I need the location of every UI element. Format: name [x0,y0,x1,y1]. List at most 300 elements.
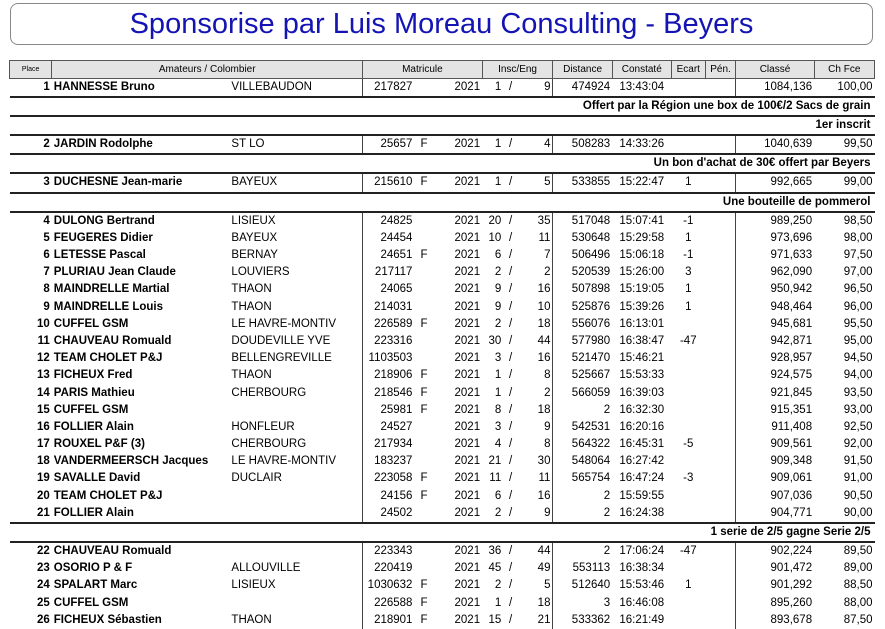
row-matricule: 220419 [363,560,415,577]
row-constate: 16:24:38 [619,506,665,519]
row-penalty [705,367,736,384]
row-year: 2021 [454,352,481,365]
row-ch-fce: 92,00 [843,438,873,451]
table-row [10,505,875,523]
row-year: 2021 [433,542,482,560]
table-row [10,281,875,298]
row-distance: 525876 [553,299,612,316]
row-city: BELLENGREVILLE [231,352,332,365]
row-place: 18 [36,455,50,468]
row-place: 2 [10,135,52,154]
row-eng: 2 [544,386,551,399]
row-city: THAON [231,613,272,626]
row-ecart: 1 [685,231,692,244]
row-ch-fce: 96,50 [843,283,873,296]
row-ecart [671,488,705,505]
row-slash: / [509,455,513,468]
row-slash: / [509,231,513,244]
row-distance: 565754 [553,470,612,487]
row-eng: 8 [544,369,551,382]
row-constate: 16:38:47 [619,334,665,347]
row-insc: 6 [494,489,502,502]
row-matricule: 24065 [363,281,415,298]
col-ch-fce: Ch Fce [814,61,874,79]
row-place: 16 [36,420,50,433]
row-year: 2021 [454,283,481,296]
row-ecart [671,505,705,523]
row-constate: 15:07:41 [612,212,671,230]
row-name: ROUXEL P&F (3) [53,438,145,451]
table-row [10,264,875,281]
row-name: VANDERMEERSCH Jacques [53,455,209,468]
row-constate: 17:06:24 [612,542,671,560]
row-penalty [705,419,736,436]
table-row [10,470,875,487]
row-ecart: -3 [683,472,694,485]
table-row [10,135,875,154]
row-classe: 911,408 [736,419,814,436]
row-name: CUFFEL GSM [53,596,129,609]
row-city: BAYEUX [229,173,362,192]
row-city [229,488,362,505]
row-eng: 2 [544,266,551,279]
row-eng: 7 [544,249,551,262]
row-city [229,542,362,560]
row-insc: 11 [489,472,502,485]
row-year: 2021 [454,455,481,468]
row-place: 23 [36,562,50,575]
row-distance: 2 [553,488,612,505]
row-sex [414,350,433,367]
row-place: 6 [43,249,50,262]
row-year: 2021 [433,135,482,154]
row-name: PARIS Mathieu [53,386,135,399]
table-row [10,367,875,384]
row-eng: 9 [544,420,551,433]
table-row [10,79,875,98]
row-classe: 950,942 [736,281,814,298]
row-penalty [705,299,736,316]
col-matricule: Matricule [363,61,482,79]
row-city: DOUDEVILLE YVE [231,334,331,347]
row-eng: 18 [537,596,551,609]
col-penalty: Pén. [705,61,736,79]
row-insc: 2 [494,266,502,279]
row-matricule: 223343 [363,542,415,560]
row-place: 19 [36,472,50,485]
row-ch-fce: 90,00 [843,506,873,519]
row-sex: F [420,613,428,626]
row-insc: 2 [494,579,502,592]
row-eng: 16 [537,352,551,365]
row-penalty [705,264,736,281]
row-ch-fce: 95,00 [843,334,873,347]
row-distance: 517048 [553,212,612,230]
row-slash: / [509,386,513,399]
row-ch-fce: 88,00 [843,596,873,609]
row-ch-fce: 94,00 [843,369,873,382]
row-classe: 1084,136 [736,79,814,98]
prize-note-row [10,116,875,135]
row-ch-fce: 93,00 [843,403,873,416]
row-penalty [705,384,736,401]
row-insc: 3 [494,420,502,433]
row-place: 21 [36,506,50,519]
row-city: THAON [231,369,272,382]
row-ch-fce: 89,00 [843,562,873,575]
row-ecart: 1 [685,283,692,296]
row-matricule: 218546 [363,384,415,401]
row-city: LE HAVRE-MONTIV [231,455,336,468]
row-insc: 1 [494,81,502,94]
row-place: 11 [37,334,50,347]
row-name: CUFFEL GSM [53,403,129,416]
row-penalty [705,505,736,523]
row-sex: F [420,386,428,399]
row-slash: / [503,135,518,154]
row-sex [414,542,433,560]
row-matricule: 214031 [363,299,415,316]
row-place: 7 [43,266,50,279]
row-penalty [705,470,736,487]
row-city [229,505,362,523]
row-ecart [671,316,705,333]
col-place: Place [10,61,52,79]
row-ecart [671,384,705,401]
row-ch-fce: 99,00 [814,173,874,192]
row-sex [414,264,433,281]
row-year: 2021 [454,613,481,626]
row-insc: 1 [482,135,503,154]
row-city: CHERBOURG [231,438,307,451]
row-name: TEAM CHOLET P&J [53,489,163,502]
row-sex: F [420,369,428,382]
row-insc: 6 [494,249,502,262]
row-sex: F [420,596,428,609]
row-matricule: 218906 [363,367,415,384]
row-distance: 512640 [553,577,612,594]
row-matricule: 24502 [363,505,415,523]
row-distance: 556076 [553,316,612,333]
row-year: 2021 [454,317,481,330]
row-insc: 1 [482,173,503,192]
row-penalty [705,402,736,419]
row-ecart: 1 [671,173,705,192]
row-distance: 566059 [553,384,612,401]
row-city: HONFLEUR [231,420,295,433]
row-constate: 16:38:34 [619,562,665,575]
row-classe: 915,351 [736,402,814,419]
col-insc-eng: Insc/Eng [482,61,553,79]
row-name: HANNESSE Bruno [53,81,155,94]
col-ecart: Ecart [671,61,705,79]
row-name: SPALART Marc [53,579,138,592]
table-row [10,542,875,560]
prize-note: 1 serie de 2/5 gagne Serie 2/5 [10,523,875,542]
row-slash: / [509,334,513,347]
row-eng: 5 [544,579,551,592]
row-ch-fce: 96,00 [843,300,873,313]
table-row [10,212,875,230]
row-matricule: 215610 [363,173,415,192]
row-penalty [705,542,736,560]
row-slash: / [509,300,513,313]
row-name: PLURIAU Jean Claude [53,266,176,279]
table-row [10,436,875,453]
row-eng: 9 [544,506,551,519]
row-penalty [705,453,736,470]
row-city: CHERBOURG [231,386,307,399]
row-distance: 577980 [553,333,612,350]
row-classe: 928,957 [736,350,814,367]
row-slash: / [509,352,513,365]
row-year: 2021 [454,472,481,485]
row-distance: 2 [553,402,612,419]
row-classe: 901,292 [736,577,814,594]
row-matricule: 24454 [363,230,415,247]
row-year: 2021 [454,420,481,433]
row-distance: 548064 [553,453,612,470]
row-constate: 15:53:33 [619,369,665,382]
row-penalty [705,230,736,247]
row-place: 24 [36,579,50,592]
row-matricule: 217117 [363,264,415,281]
row-distance: 542531 [553,419,612,436]
row-name: DUCHESNE Jean-marie [52,173,230,192]
row-distance: 507898 [553,281,612,298]
row-penalty [705,436,736,453]
row-constate: 14:33:26 [612,135,671,154]
row-sex: F [420,489,428,502]
row-insc: 10 [488,231,502,244]
row-eng: 5 [518,173,553,192]
row-ch-fce: 95,50 [843,317,873,330]
table-row [10,488,875,505]
table-row [10,299,875,316]
row-classe: 895,260 [736,595,814,612]
row-distance: 508283 [553,135,612,154]
row-constate: 16:32:30 [619,403,665,416]
row-matricule: 24651 [363,247,415,264]
row-sex [414,212,433,230]
row-slash: / [509,562,513,575]
row-city: LISIEUX [229,212,362,230]
row-matricule: 25981 [363,402,415,419]
row-constate: 16:13:01 [619,317,665,330]
row-ecart [671,350,705,367]
row-distance: 506496 [553,247,612,264]
row-eng: 4 [518,135,553,154]
row-eng: 18 [537,317,551,330]
row-eng: 16 [537,489,551,502]
row-matricule: 24156 [363,488,415,505]
row-distance: 3 [553,595,612,612]
row-distance: 521470 [553,350,612,367]
table-row [10,173,875,192]
table-row [10,350,875,367]
prize-note: Offert par la Région une box de 100€/2 Sacs de grain [10,97,875,116]
row-eng: 44 [518,542,553,560]
row-year: 2021 [454,334,481,347]
row-penalty [705,212,736,230]
row-penalty [705,488,736,505]
row-name: DULONG Bertrand [52,212,230,230]
row-penalty [705,577,736,594]
row-ch-fce: 91,00 [843,472,873,485]
row-insc: 20 [482,212,503,230]
row-ecart [671,595,705,612]
row-sex: F [420,403,428,416]
row-slash: / [503,173,518,192]
row-classe: 904,771 [736,505,814,523]
row-matricule: 217934 [363,436,415,453]
row-slash: / [509,438,513,451]
row-constate: 15:22:47 [612,173,671,192]
table-header [10,61,875,79]
row-penalty [705,595,736,612]
table-row [10,333,875,350]
row-constate: 15:53:46 [619,579,665,592]
row-ecart: -47 [679,334,697,347]
row-ch-fce: 92,50 [843,420,873,433]
row-ecart: -1 [671,212,705,230]
row-slash: / [509,579,513,592]
row-ch-fce: 100,00 [837,81,873,94]
row-matricule: 223316 [363,333,415,350]
row-insc: 1 [494,386,502,399]
row-place: 5 [43,231,50,244]
row-name: CHAUVEAU Romuald [52,542,230,560]
row-name: JARDIN Rodolphe [52,135,230,154]
row-ecart [671,135,705,154]
row-place: 13 [36,369,50,382]
row-penalty [705,281,736,298]
row-distance: 2 [553,505,612,523]
row-name: OSORIO P & F [53,562,133,575]
col-distance: Distance [553,61,612,79]
row-eng: 35 [518,212,553,230]
row-sex: F [420,317,428,330]
row-constate: 13:43:04 [619,81,665,94]
row-penalty [705,247,736,264]
row-slash: / [509,613,513,626]
col-constate: Constaté [612,61,671,79]
row-sex: F [420,579,428,592]
row-year: 2021 [454,300,481,313]
row-penalty [705,333,736,350]
row-ecart: 1 [685,579,692,592]
row-city: THAON [231,283,272,296]
row-constate: 16:45:31 [619,438,665,451]
col-classe: Classé [736,61,814,79]
prize-note-row [10,193,875,212]
row-city: BAYEUX [231,231,278,244]
row-slash: / [509,266,513,279]
prize-note: Une bouteille de pommerol [10,193,875,212]
col-amateurs: Amateurs / Colombier [52,61,363,79]
prize-note: 1er inscrit [10,116,875,135]
row-year: 2021 [454,438,481,451]
row-constate: 15:19:05 [619,283,665,296]
row-constate: 16:20:16 [619,420,665,433]
row-eng: 49 [537,562,551,575]
row-slash: / [509,317,513,330]
row-year: 2021 [433,173,482,192]
row-ch-fce: 90,50 [843,489,873,502]
row-eng: 9 [544,81,551,94]
row-classe: 902,224 [736,542,814,560]
row-slash: / [509,489,513,502]
row-place: 9 [43,300,50,313]
row-ecart: 3 [685,266,692,279]
row-ch-fce: 98,50 [814,212,874,230]
row-constate: 16:47:24 [619,472,665,485]
row-constate: 16:46:08 [619,596,665,609]
row-place: 26 [36,613,50,626]
row-insc: 30 [488,334,502,347]
row-insc: 8 [494,403,502,416]
row-constate: 15:26:00 [619,266,665,279]
row-place: 20 [36,489,50,502]
row-sex: F [414,135,433,154]
row-insc: 21 [488,455,502,468]
prize-note-row [10,523,875,542]
table-row [10,595,875,612]
row-slash: / [509,420,513,433]
row-year: 2021 [454,596,481,609]
row-year: 2021 [454,489,481,502]
row-name: MAINDRELLE Martial [53,283,170,296]
row-name: MAINDRELLE Louis [53,300,164,313]
row-eng: 10 [537,300,551,313]
row-ch-fce: 91,50 [843,455,873,468]
row-insc: 3 [494,352,502,365]
row-year: 2021 [454,579,481,592]
table-row [10,560,875,577]
row-eng: 21 [537,613,551,626]
row-distance: 533362 [553,612,612,629]
row-place: 8 [43,283,50,296]
row-ch-fce: 97,50 [843,249,873,262]
row-insc: 2 [494,317,502,330]
row-penalty [705,560,736,577]
row-name: SAVALLE David [53,472,141,485]
row-insc: 36 [482,542,503,560]
row-classe: 942,871 [736,333,814,350]
row-constate: 16:39:03 [619,386,665,399]
row-penalty [705,135,736,154]
row-sex [414,230,433,247]
row-distance: 564322 [553,436,612,453]
row-ecart [671,612,705,629]
row-ch-fce: 89,50 [814,542,874,560]
row-name: LETESSE Pascal [53,249,146,262]
row-matricule: 183237 [363,453,415,470]
row-distance: 520539 [553,264,612,281]
page-title: Sponsorise par Luis Moreau Consulting - Beyers [10,3,873,45]
table-row [10,316,875,333]
row-city [229,595,362,612]
row-matricule: 226589 [363,316,415,333]
row-name: FOLLIER Alain [53,506,134,519]
row-distance: 553113 [553,560,612,577]
row-slash: / [509,472,513,485]
table-row [10,230,875,247]
row-place: 25 [36,596,50,609]
row-classe: 992,665 [736,173,814,192]
row-place: 15 [36,403,50,416]
row-eng: 30 [537,455,551,468]
